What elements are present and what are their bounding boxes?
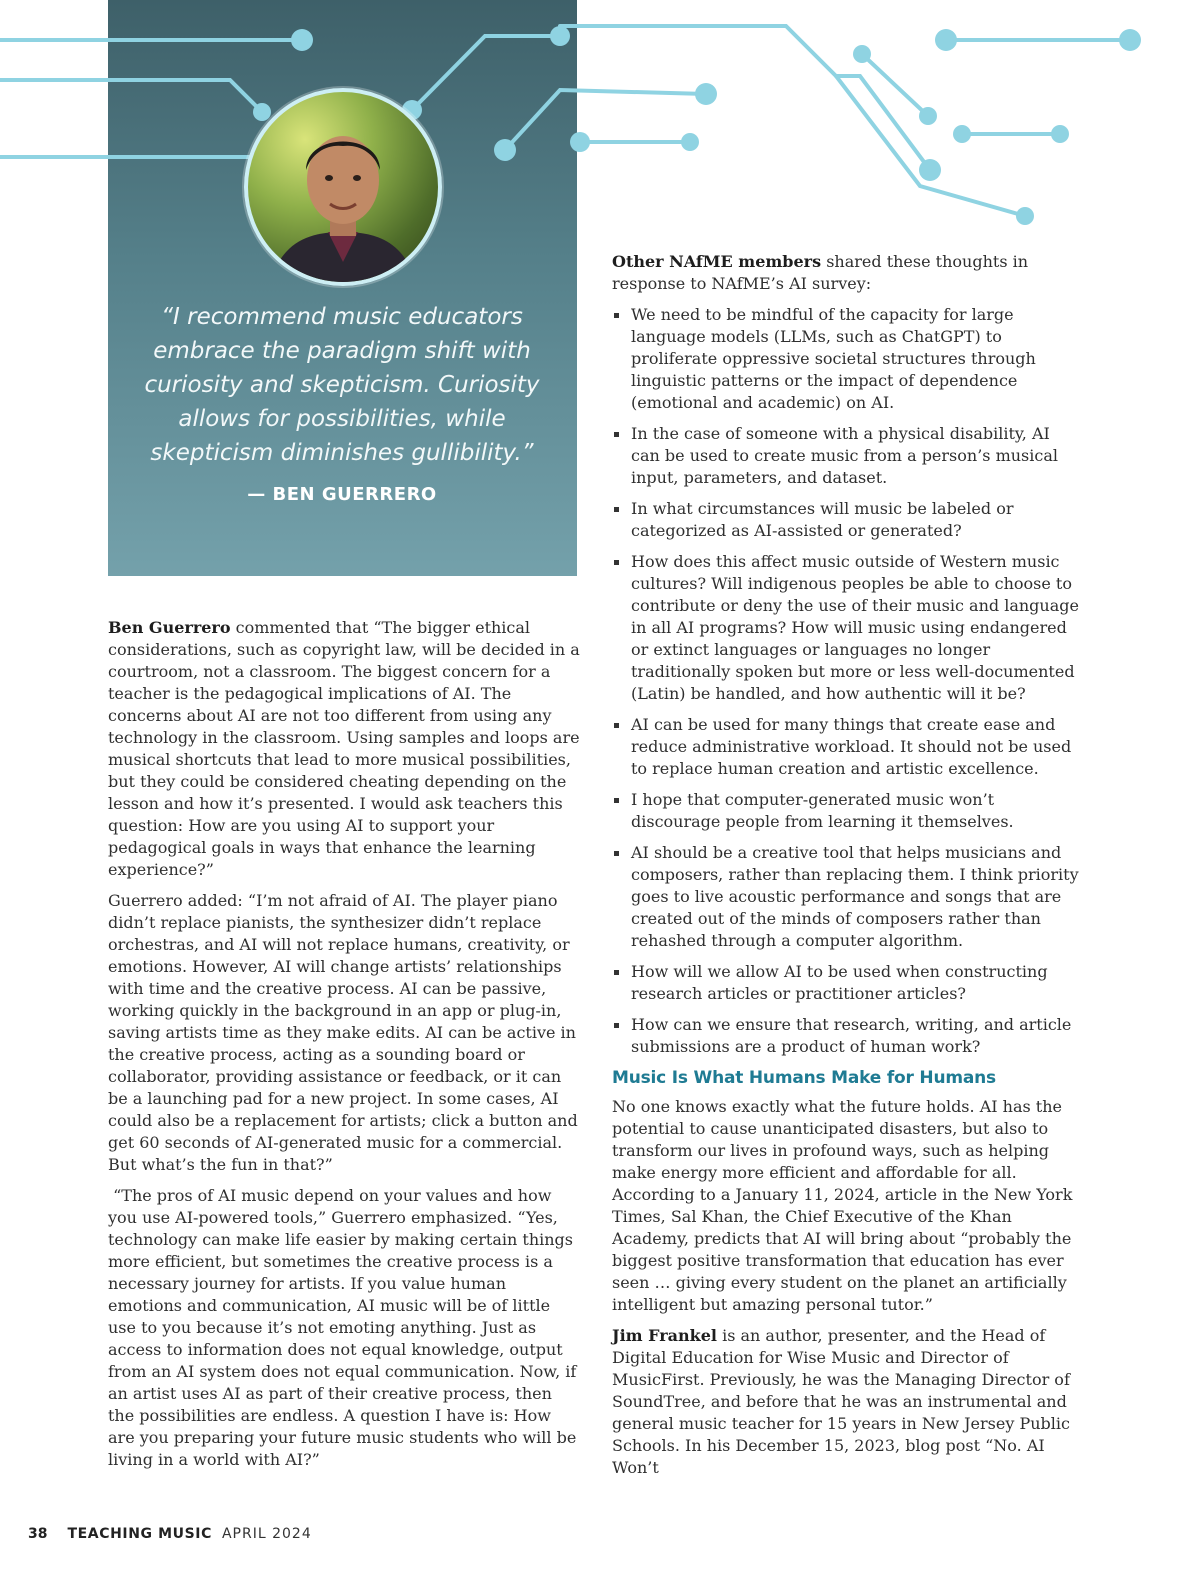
- list-item: AI should be a creative tool that helps musicians and composers, rather than replacing them. I think priority goes to live acoustic performance and songs that are created out of the minds of composers rather than rehashed through a computer algorithm.: [612, 842, 1082, 952]
- portrait-photo: [244, 88, 442, 286]
- list-item: How does this affect music outside of Western music cultures? Will indigenous peoples be able to choose to contribute or deny the use of their music and language in all AI programs? How will music using endangered or extinct languages or languages no longer traditionally spoken but more or less well-documented (Latin) be handled, and how authentic will it be?: [612, 551, 1082, 705]
- list-item: How will we allow AI to be used when constructing research articles or practitioner articles?: [612, 961, 1082, 1005]
- page-footer: [28, 1526, 312, 1542]
- pull-quote: “I recommend music educators embrace the paradigm shift with curiosity and skepticism. Curiosity allows for possibilities, while skepticism diminishes gullibility.”: [144, 304, 540, 466]
- paragraph-text: is an author, presenter, and the Head of Digital Education for Wise Music and Director of MusicFirst. Previously, he was the Managing Director of SoundTree, and before that he was an instrumental and general music teacher for 15 years in New Jersey Public Schools. In his December 15, 2023, blog post “No. AI Won’t: [612, 1326, 1070, 1477]
- left-column: [108, 617, 580, 1480]
- paragraph-jim-frankel: [612, 1325, 1082, 1479]
- list-item: AI can be used for many things that create ease and reduce administrative workload. It should not be used to replace human creation and artistic excellence.: [612, 714, 1082, 780]
- list-item: How can we ensure that research, writing, and article submissions are a product of human work?: [612, 1014, 1082, 1058]
- paragraph-guerrero-3: “The pros of AI music depend on your values and how you use AI-powered tools,” Guerrero emphasized. “Yes, technology can make life easier by making certain things more efficient, but sometimes the creative process is a necessary journey for artists. If you value human emotions and communication, AI music will be of little use to you because it’s not emoting anything. Just as access to information does not equal knowledge, output from an AI system does not equal communication. Now, if an artist uses AI as part of their creative process, then the possibilities are endless. A question I have is: How are you preparing your future music students who will be living in a world with AI?”: [108, 1186, 577, 1469]
- paragraph-future: No one knows exactly what the future holds. AI has the potential to cause unanticipated disasters, but also to transform our lives in profound ways, such as helping make energy more efficient and affordable for all. According to a January 11, 2024, article in the New York Times, Sal Khan, the Chief Executive of the Khan Academy, predicts that AI will bring about “probably the biggest positive transformation that education has ever seen … giving every student on the planet an artificially intelligent but amazing personal tutor.”: [612, 1097, 1073, 1314]
- page-number: 38: [28, 1526, 48, 1542]
- survey-intro: [612, 251, 1082, 295]
- list-item: In what circumstances will music be labeled or categorized as AI-assisted or generated?: [612, 498, 1082, 542]
- list-item: In the case of someone with a physical disability, AI can be used to create music from a person’s musical input, parameters, and dataset.: [612, 423, 1082, 489]
- survey-comments-list: [612, 304, 1082, 1058]
- name-jim-frankel: Jim Frankel: [612, 1326, 717, 1345]
- person-icon: [248, 92, 438, 282]
- paragraph-text: commented that “The bigger ethical considerations, such as copyright law, will be decided in a courtroom, not a classroom. The biggest concern for a teacher is the pedagogical implications of AI. The concerns about AI are not too different from using any technology in the classroom. Using samples and loops are musical shortcuts that lead to more musical possibilities, but they could be considered cheating depending on the lesson and how it’s presented. I would ask teachers this question: How are you using AI to support your pedagogical goals in ways that enhance the learning experience?”: [108, 618, 580, 879]
- list-item: We need to be mindful of the capacity for large language models (LLMs, such as ChatGPT) to proliferate oppressive societal structures through linguistic patterns or the impact of dependence (emotional and academic) on AI.: [612, 304, 1082, 414]
- quote-attribution: — BEN GUERRERO: [247, 484, 437, 505]
- intro-text: shared these thoughts in response to NAfME’s AI survey:: [612, 252, 1029, 293]
- intro-bold: Other NAfME members: [612, 252, 822, 271]
- paragraph-guerrero-2: Guerrero added: “I’m not afraid of AI. The player piano didn’t replace pianists, the synthesizer didn’t replace orchestras, and AI will not replace humans, creativity, or emotions. However, AI will change artists’ relationships with time and the creative process. AI can be passive, working quickly in the background in an app or plug-in, saving artists time as they make edits. AI can be active in the creative process, acting as a sounding board or collaborator, providing assistance or feedback, or it can be a launching pad for a new project. In some cases, AI could also be a replacement for artists; click a button and get 60 seconds of AI-generated music for a commercial. But what’s the fun in that?”: [108, 891, 578, 1174]
- name-ben-guerrero: Ben Guerrero: [108, 618, 231, 637]
- section-heading: Music Is What Humans Make for Humans: [612, 1068, 996, 1088]
- paragraph-guerrero-1: [108, 617, 580, 881]
- list-item: I hope that computer-generated music won’t discourage people from learning it themselves.: [612, 789, 1082, 833]
- publication-name: TEACHING MUSIC: [67, 1526, 212, 1542]
- issue-date: APRIL 2024: [221, 1526, 312, 1542]
- right-column: [612, 251, 1082, 1488]
